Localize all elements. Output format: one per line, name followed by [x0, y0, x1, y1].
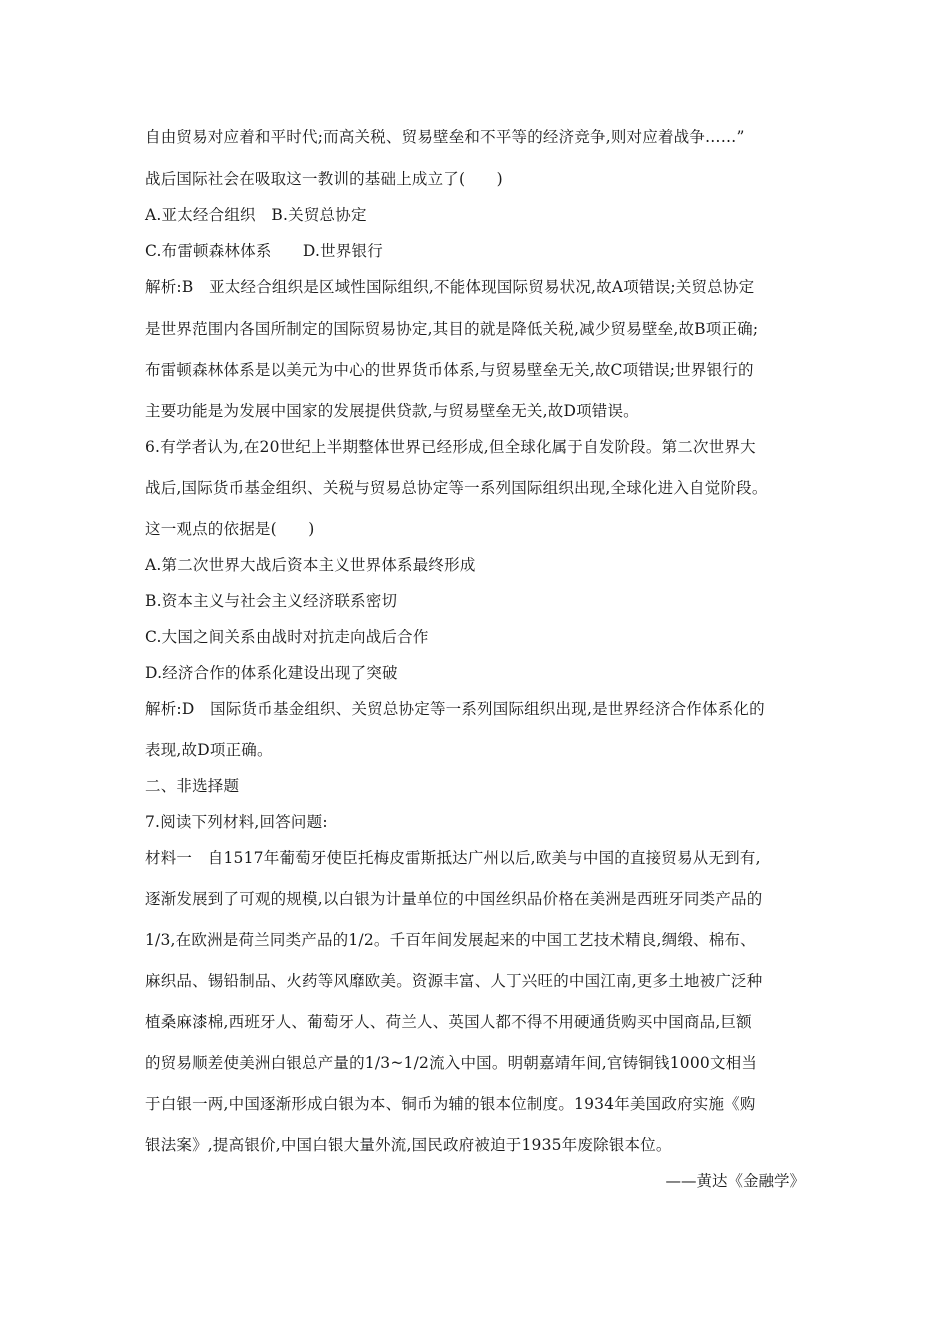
material-line: 麻织品、锡铅制品、火药等风靡欧美。资源丰富、人丁兴旺的中国江南,更多土地被广泛种 [145, 972, 763, 990]
material-source: ——黄达《金融学》 [665, 1172, 805, 1190]
question-stem: 6.有学者认为,在20世纪上半期整体世界已经形成,但全球化属于自发阶段。第二次世界大 [145, 438, 756, 456]
option-line: C.大国之间关系由战时对抗走向战后合作 [145, 628, 429, 646]
analysis-line: 是世界范围内各国所制定的国际贸易协定,其目的就是降低关税,减少贸易壁垒,故B项正确; [145, 320, 759, 338]
question-stem: 7.阅读下列材料,回答问题: [145, 813, 328, 831]
option-line: A.第二次世界大战后资本主义世界体系最终形成 [145, 556, 476, 574]
question-stem: 战后,国际货币基金组织、关税与贸易总协定等一系列国际组织出现,全球化进入自觉阶段。 [145, 479, 768, 497]
material-line: 逐渐发展到了可观的规模,以白银为计量单位的中国丝织品价格在美洲是西班牙同类产品的 [145, 890, 763, 908]
section-heading: 二、非选择题 [145, 777, 240, 795]
material-line: 1/3,在欧洲是荷兰同类产品的1/2。千百年间发展起来的中国工艺技术精良,绸缎、棉布、 [145, 931, 756, 949]
option-line: D.经济合作的体系化建设出现了突破 [145, 664, 398, 682]
material-line: 的贸易顺差使美洲白银总产量的1/3~1/2流入中国。明朝嘉靖年间,官铸铜钱1000文相当 [145, 1054, 758, 1072]
analysis-line: 主要功能是为发展中国家的发展提供贷款,与贸易壁垒无关,故D项错误。 [145, 402, 639, 420]
question-stem: 战后国际社会在吸取这一教训的基础上成立了( ) [145, 170, 503, 188]
material-line: 银法案》,提高银价,中国白银大量外流,国民政府被迫于1935年废除银本位。 [145, 1136, 672, 1154]
analysis-line: 解析:D 国际货币基金组织、关贸总协定等一系列国际组织出现,是世界经济合作体系化的 [145, 700, 765, 718]
analysis-line: 解析:B 亚太经合组织是区域性国际组织,不能体现国际贸易状况,故A项错误;关贸总协定 [145, 278, 755, 296]
option-line: C.布雷顿森林体系 D.世界银行 [145, 242, 383, 260]
question-stem: 这一观点的依据是( ) [145, 520, 315, 538]
material-line: 植桑麻漆棉,西班牙人、葡萄牙人、荷兰人、英国人都不得不用硬通货购买中国商品,巨额 [145, 1013, 752, 1031]
material-line: 于白银一两,中国逐渐形成白银为本、铜币为辅的银本位制度。1934年美国政府实施《购 [145, 1095, 756, 1113]
option-line: B.资本主义与社会主义经济联系密切 [145, 592, 398, 610]
analysis-line: 表现,故D项正确。 [145, 741, 273, 759]
text-line: 自由贸易对应着和平时代;而高关税、贸易壁垒和不平等的经济竞争,则对应着战争……” [145, 128, 745, 146]
material-line: 材料一 自1517年葡萄牙使臣托梅皮雷斯抵达广州以后,欧美与中国的直接贸易从无到有, [145, 849, 761, 867]
analysis-line: 布雷顿森林体系是以美元为中心的世界货币体系,与贸易壁垒无关,故C项错误;世界银行的 [145, 361, 754, 379]
option-line: A.亚太经合组织 B.关贸总协定 [145, 206, 367, 224]
